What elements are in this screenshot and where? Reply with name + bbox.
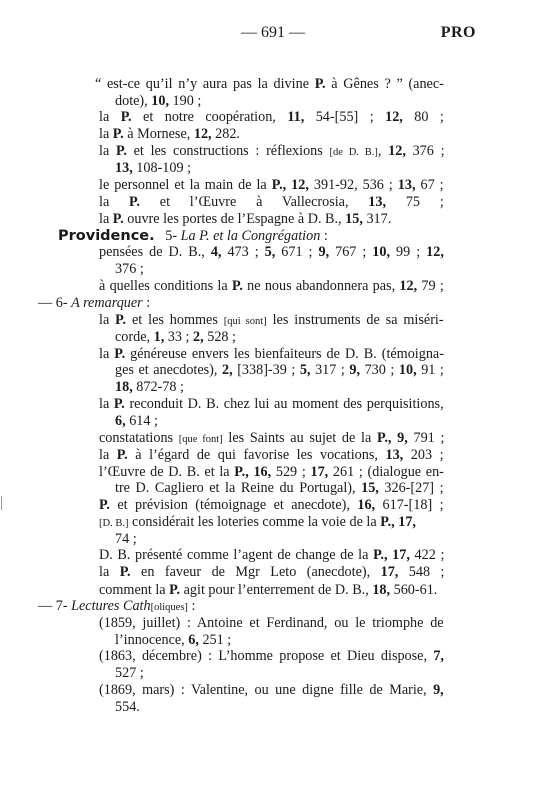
index-line: la P. à Mornese, 12, 282.	[99, 126, 240, 142]
index-line: pensées de D. B., 4, 473 ; 5, 671 ; 9, 767 ; 10, 99 ; 12,	[99, 244, 444, 260]
index-line: D. B. présenté comme l’agent de change de la P., 17, 422 ;	[99, 547, 445, 563]
index-line: 527 ;	[115, 665, 144, 681]
index-line: (1863, décembre) : L’homme propose et Dieu dispose, 7,	[99, 648, 444, 664]
index-line: tre D. Cagliero et la Reine du Portugal), 15, 326-[27] ;	[115, 480, 444, 496]
index-line: 13, 108-109 ;	[115, 160, 192, 176]
index-line: (1859, juillet) : Antoine et Ferdinand, ou le triomphe de	[99, 615, 444, 631]
index-line: la P. et les hommes [qui sont] les instruments de sa miséri-	[99, 312, 444, 328]
index-line: la P. et notre coopération, 11, 54-[55] ; 12, 80 ;	[99, 109, 444, 125]
margin-mark	[1, 496, 2, 510]
index-line: — 7- Lectures Cath[oliques] :	[38, 598, 196, 614]
index-line: la P. généreuse envers les bienfaiteurs de D. B. (témoigna-	[99, 346, 444, 362]
index-line: la P. à l’égard de qui favorise les vocations, 13, 203 ;	[99, 447, 444, 463]
index-line: corde, 1, 33 ; 2, 528 ;	[115, 329, 236, 345]
index-line: ges et anecdotes), 2, [338]-39 ; 5, 317 ; 9, 730 ; 10, 91 ;	[115, 362, 444, 378]
index-line: 74 ;	[115, 531, 137, 547]
running-head: PRO	[440, 24, 476, 41]
index-line: la P. et l’Œuvre à Vallecrosia, 13, 75 ;	[99, 194, 444, 210]
index-line: dote), 10, 190 ;	[115, 93, 202, 109]
index-line: 376 ;	[115, 261, 144, 277]
index-line: à quelles conditions la P. ne nous abandonnera pas, 12, 79 ;	[99, 278, 444, 294]
index-line: P. et prévision (témoignage et anecdote), 16, 617-[18] ;	[99, 497, 444, 513]
index-line: Providence. 5- La P. et la Congrégation :	[58, 228, 328, 244]
index-line: “ est-ce qu’il n’y aura pas la divine P. à Gênes ? ” (anec-	[95, 76, 444, 92]
index-line: la P. en faveur de Mgr Leto (anecdote), 17, 548 ;	[99, 564, 445, 580]
index-line: l’innocence, 6, 251 ;	[115, 632, 232, 648]
index-line: le personnel et la main de la P., 12, 391-92, 536 ; 13, 67 ;	[99, 177, 444, 193]
index-line: [D. B.] considérait les loteries comme la voie de la P., 17,	[99, 514, 416, 530]
index-line: la P. et les constructions : réflexions [de D. B.], 12, 376 ;	[99, 143, 445, 159]
index-line: la P. reconduit D. B. chez lui au moment des perquisitions,	[99, 396, 444, 412]
index-line: (1869, mars) : Valentine, ou une digne fille de Marie, 9,	[99, 682, 444, 698]
index-line: comment la P. agit pour l’enterrement de D. B., 18, 560-61.	[99, 582, 438, 598]
index-line: 18, 872-78 ;	[115, 379, 184, 395]
index-line: — 6- A remarquer :	[38, 295, 151, 311]
index-line: l’Œuvre de D. B. et la P., 16, 529 ; 17, 261 ; (dialogue en-	[99, 464, 444, 480]
index-line: 554.	[115, 699, 140, 715]
index-line: constatations [que font] les Saints au sujet de la P., 9, 791 ;	[99, 430, 445, 446]
index-line: la P. ouvre les portes de l’Espagne à D. B., 15, 317.	[99, 211, 392, 227]
index-line: 6, 614 ;	[115, 413, 158, 429]
page-number: — 691 —	[241, 24, 305, 41]
